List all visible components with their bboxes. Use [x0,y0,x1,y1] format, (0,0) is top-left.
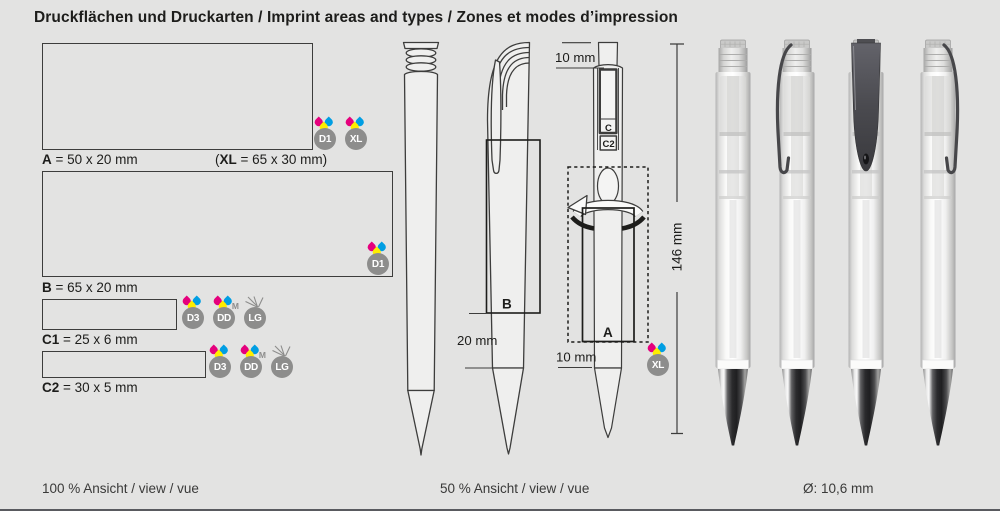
imprint-area-rect-c2 [42,351,206,378]
label-area-xl [215,152,327,167]
badge-superscript: M [258,350,266,360]
footer-diameter: Ø: 10,6 mm [803,481,874,496]
pen-drawing-rear-50 [594,43,623,438]
photo-pen-front [716,40,751,446]
badge-label: D3 [182,307,204,329]
print-method-badge-d3 [207,345,233,379]
badges-area-a [312,117,369,151]
print-method-badge-lg [269,345,295,379]
area-c2-dims: = 30 x 5 mm [59,380,138,395]
footer-scale-50: 50 % Ansicht / view / vue [440,481,590,496]
badge-label: LG [271,356,293,378]
total-length-label: 146 mm [669,222,685,272]
area-b-dims: = 65 x 20 mm [51,280,138,295]
label-area-a [42,152,138,167]
badge-label: DD [213,307,235,329]
page-title: Druckflächen und Druckarten / Imprint areas and types / Zones et modes d’impression [34,9,678,26]
imprint-area-rect-b [42,171,393,277]
tip-offset-label: 10 mm [556,349,597,365]
print-method-badge-dd [211,296,237,330]
pen-product-photos [702,38,970,452]
label-area-c2 [42,380,138,395]
print-method-badge-lg [242,296,268,330]
zone-a-label: A [603,325,613,340]
pen-drawing-side [488,43,530,455]
zone-b-label: B [502,296,512,312]
print-method-badge-xl [343,117,369,151]
print-method-badge-d1 [312,117,338,151]
area-c1-id: C1 [42,332,60,347]
area-a-id: A [42,152,52,167]
area-xl-id: XL [219,152,237,167]
badge-superscript: M [231,301,239,311]
zone-c-label: C [605,123,612,134]
label-area-c1 [42,332,138,347]
clip-offset-label: 20 mm [457,333,498,348]
photo-pen-side-left-clip [777,40,814,446]
pen-drawing-front [404,43,439,456]
imprint-area-rect-c1 [42,299,177,330]
print-method-badge-d3 [180,296,206,330]
badge-label: XL [345,128,367,150]
print-method-badge-d1 [365,242,391,276]
badge-label: LG [244,307,266,329]
print-method-badge-dd [238,345,264,379]
badge-label: XL [647,354,669,376]
pen-line-drawings [395,38,690,460]
top-height-label: 10 mm [555,50,596,65]
badge-label: D1 [314,128,336,150]
area-a-dims: = 50 x 20 mm [51,152,138,167]
area-c2-id: C2 [42,380,60,395]
area-xl-dims: = 65 x 30 mm) [236,152,328,167]
total-length-dimension [670,44,685,434]
badge-label: DD [240,356,262,378]
badges-area-c1 [180,296,268,330]
badge-label: D3 [209,356,231,378]
badge-label: D1 [367,253,389,275]
zone-c2-label: C2 [602,139,615,150]
paren: ( [215,152,220,167]
badges-area-c2 [207,345,295,379]
photo-pen-side-right-clip [921,40,958,446]
footer-scale-100: 100 % Ansicht / view / vue [42,481,199,496]
print-method-badge-xl [645,343,671,377]
photo-pen-front-dark-clip [849,39,884,446]
area-c1-dims: = 25 x 6 mm [59,332,138,347]
imprint-area-rect-a [42,43,313,150]
label-area-b [42,280,138,295]
area-b-id: B [42,280,52,295]
